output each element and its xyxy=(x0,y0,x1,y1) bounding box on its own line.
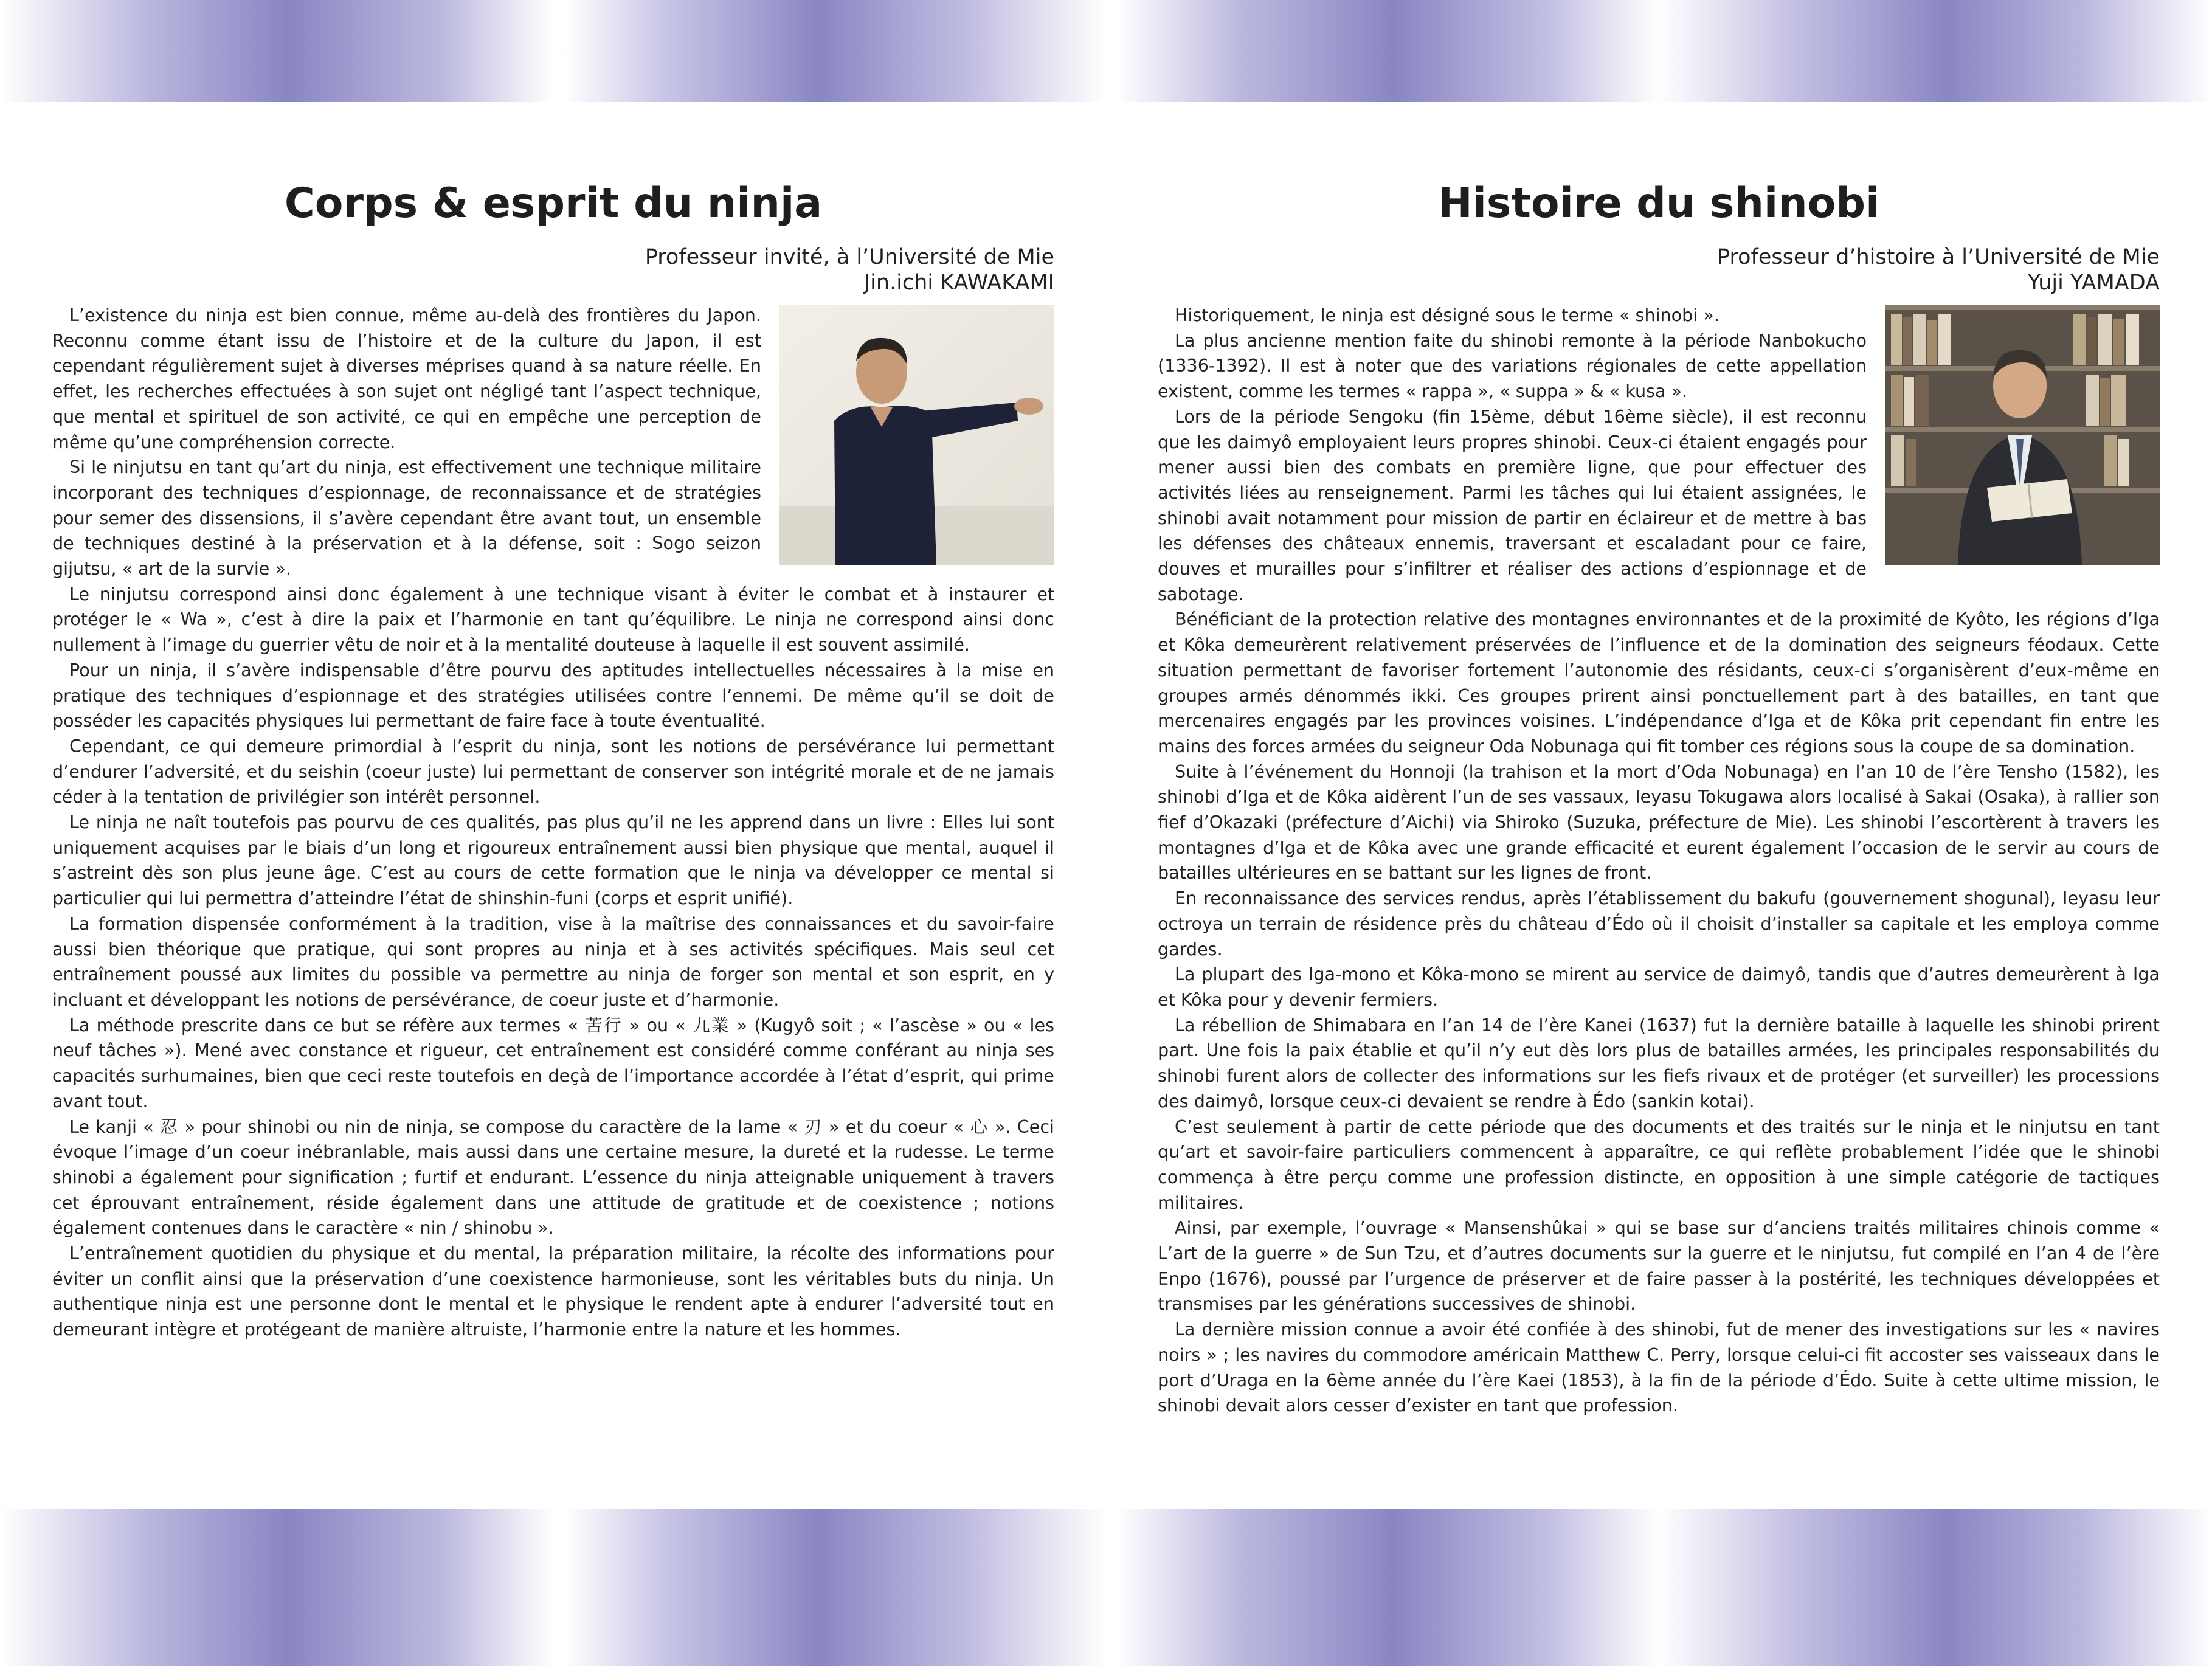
right-author-name: Yuji YAMADA xyxy=(2027,271,2160,295)
right-article-title: Histoire du shinobi xyxy=(1437,179,1880,227)
right-paragraph-3: Lors de la période Sengoku (fin 15ème, début 16ème siècle), il est reconnu que les daimyô employaient leurs propres shinobi. Ceux-ci étaient engagés pour mener aussi bien des combats en première ligne, que pour effectuer des activités liées au renseignement. Parmi les tâches qui lui étaient assignées, le shinobi avait notamment pour mission de partir en éclaireur et de mettre à bas les défenses des châteaux ennemis, traversant et escaladant pour ce faire, douves et murailles pour s’infiltrer et réaliser des actions d’espionnage et de sabotage. xyxy=(1158,406,1867,604)
footer-gradient-band xyxy=(0,1509,2212,1666)
left-paragraph-2: Si le ninjutsu en tant qu’art du ninja, est effectivement une technique militaire incorporant des techniques d’espionnage, de reconnaissance et de stratégies pour semer des dissensions, il s’avère cependant être avant tout, un ensemble de techniques destiné à la préservation et à la défense, soit : Sogo seizon gijutsu, « art de la survie ». xyxy=(52,457,761,579)
right-paragraph-6: En reconnaissance des services rendus, après l’établissement du bakufu (gouvernement shogunal), Ieyasu leur octroya un terrain de résidence près du château d’Édo où il choisit d’installer sa capitale et les employa comme gardes. xyxy=(1158,888,2160,959)
left-paragraph-5: Cependant, ce qui demeure primordial à l’esprit du ninja, sont les notions de persévérance lui permettant d’endurer l’adversité, et du seishin (coeur juste) lui permettant de conserver son intégrité morale et de ne jamais céder à la tentation de privilégier son intérêt personnel. xyxy=(52,735,1054,807)
article-left xyxy=(52,176,1054,1343)
photo-man-pointing xyxy=(779,305,1054,565)
photo-man-with-book xyxy=(1885,305,2160,565)
left-paragraph-1: L’existence du ninja est bien connue, même au-delà des frontières du Japon. Reconnu comme étant issu de l’histoire et de la culture du Japon, il est cependant régulièrement sujet à diverses méprises quand à sa nature réelle. En effet, les recherches effectuées à son sujet ont négligé tant l’aspect technique, que mental et spirituel de son activité, ce qui en empêche une perception de même qu’une compréhension correcte. xyxy=(52,305,761,452)
left-article-body xyxy=(52,303,1054,1343)
left-paragraph-4: Pour un ninja, il s’avère indispensable d’être pourvu des aptitudes intellectuelles nécessaires à la mise en pratique des techniques d’espionnage et des stratégies utilisées contre l’ennemi. De même qu’il se doit de posséder les capacités physiques lui permettant de faire face à toute éventualité. xyxy=(52,659,1054,731)
right-author-role: Professeur d’histoire à l’Université de Mie xyxy=(1717,245,2160,269)
photo-kawakami xyxy=(779,305,1054,565)
right-paragraph-9: C’est seulement à partir de cette période que des documents et des traités sur le ninja et le ninjutsu en tant qu’art et savoir-faire particuliers commencent à apparaître, ce qui reflète probablement l’idée que le shinobi commença à être perçu comme une profession distincte, en opposition à une simple catégorie de tactiques militaires. xyxy=(1158,1116,2160,1213)
left-paragraph-9: Le kanji « 忍 » pour shinobi ou nin de ninja, se compose du caractère de la lame « 刃 » et du coeur « 心 ». Ceci évoque l’image d’un coeur inébranlable, mais aussi dans une certaine mesure, la dureté et la rudesse. Le terme shinobi a également pour signification ; furtif et endurant. L’essence du ninja atteignable uniquement à travers cet éprouvant entraînement, réside également dans une attitude de gratitude et de coexistence ; notions également contenues dans le caractère « nin / shinobu ». xyxy=(52,1116,1054,1239)
left-paragraph-6: Le ninja ne naît toutefois pas pourvu de ces qualités, pas plus qu’il ne les apprend dans un livre : Elles lui sont uniquement acquises par le biais d’un long et rigoureux entraînement aussi bien physique que mental, auquel il s’astreint dès son plus jeune âge. C’est au cours de cette formation que le ninja va développer ce mental si particulier qui lui permettra d’atteindre l’état de shinshin-funi (corps et esprit unifié). xyxy=(52,812,1054,909)
header-gradient-band xyxy=(0,0,2212,102)
right-paragraph-7: La plupart des Iga-mono et Kôka-mono se mirent au service de daimyô, tandis que d’autres demeurèrent à Iga et Kôka pour y devenir fermiers. xyxy=(1158,964,2160,1010)
right-paragraph-10: Ainsi, par exemple, l’ouvrage « Mansenshûkai » qui se base sur d’anciens traités militaires chinois comme « L’art de la guerre » de Sun Tzu, et d’autres documents sur la guerre et le ninjutsu, fut compilé en l’an 4 de l’ère Enpo (1676), poussé par l’urgence de préserver et de faire passer à la postérité, les techniques développées et transmises par les générations successives de shinobi. xyxy=(1158,1217,2160,1315)
article-right xyxy=(1158,176,2160,1419)
right-paragraph-4: Bénéficiant de la protection relative des montagnes environnantes et de la proximité de Kyôto, les régions d’Iga et Kôka demeurèrent relativement préservées de l’influence et de la domination des seigneurs féodaux. Cette situation permettant de favoriser fortement l’autonomie des résidants, ceux-ci s’organisèrent d’eux-même en groupes armés dénommés ikki. Ces groupes prirent ainsi ponctuellement part à des batailles, en tant que mercenaires engagés par les provinces voisines. L’indépendance d’Iga et de Kôka prit cependant fin entre les mains des forces armées du seigneur Oda Nobunaga qui fit tomber ces régions sous la coupe de sa domination. xyxy=(1158,609,2160,756)
right-paragraph-11: La dernière mission connue a avoir été confiée à des shinobi, fut de mener des investigations sur les « navires noirs » ; les navires du commodore américain Matthew C. Perry, lorsque celui-ci fit accoster ses vaisseaux dans le port d’Uraga en la 6ème année du l’ère Kaei (1853), à la fin de la période d’Édo. Suite à cette ultime mission, le shinobi devait alors cesser d’exister en tant que profession. xyxy=(1158,1319,2160,1416)
left-author-role: Professeur invité, à l’Université de Mie xyxy=(645,245,1054,269)
left-paragraph-10: L’entraînement quotidien du physique et du mental, la préparation militaire, la récolte des informations pour éviter un conflit ainsi que la préservation d’une coexistence harmonieuse, sont les véritables buts du ninja. Un authentique ninja est une personne dont le mental et le physique le rendent apte à endurer l’adversité tout en demeurant intègre et protégeant de manière altruiste, l’harmonie entre la nature et les hommes. xyxy=(52,1243,1054,1340)
left-author-name: Jin.ichi KAWAKAMI xyxy=(863,271,1054,295)
right-author-byline xyxy=(1158,244,2160,296)
photo-yamada xyxy=(1885,305,2160,565)
right-paragraph-5: Suite à l’événement du Honnoji (la trahison et la mort d’Oda Nobunaga) en l’an 10 de l’ère Tensho (1582), les shinobi d’Iga et de Kôka aidèrent l’un de ses vassaux, Ieyasu Tokugawa alors localisé à Sakai (Osaka), à rallier son fief d’Okazaki (préfecture d’Aichi) via Shiroko (Suzuka, préfecture de Mie). Les shinobi l’escortèrent à travers les montagnes d’Iga et de Kôka avec une grande efficacité et eurent également l’occasion de le servir au cours de batailles ultérieures en se battant sur les lignes de front. xyxy=(1158,761,2160,883)
left-author-byline xyxy=(52,244,1054,296)
left-article-title: Corps & esprit du ninja xyxy=(284,179,823,227)
left-paragraph-7: La formation dispensée conformément à la tradition, vise à la maîtrise des connaissances et du savoir-faire aussi bien théorique que pratique, qui sont propres au ninja et à ses activités spécifiques. Mais seul cet entraînement poussé aux limites du possible va permettre au ninja de forger son mental et son esprit, en y incluant et développant les notions de persévérance, de coeur juste et d’harmonie. xyxy=(52,913,1054,1010)
right-paragraph-8: La rébellion de Shimabara en l’an 14 de l’ère Kanei (1637) fut la dernière bataille à laquelle les shinobi prirent part. Une fois la paix établie et qu’il n’y eut dès lors plus de batailles armées, les principales responsabilités du shinobi furent alors de collecter des informations sur les fiefs rivaux et de protéger (et surveiller) les processions des daimyô, lorsque ceux-ci devaient se rendre à Édo (sankin kotai). xyxy=(1158,1014,2160,1111)
left-paragraph-3: Le ninjutsu correspond ainsi donc également à une technique visant à éviter le combat et à instaurer et protéger le « Wa », c’est à dire la paix et l’harmonie en tant qu’équilibre. Le ninja ne correspond ainsi donc nullement à l’image du guerrier vêtu de noir et à la mentalité douteuse à laquelle il est souvent assimilé. xyxy=(52,583,1054,655)
left-paragraph-8: La méthode prescrite dans ce but se réfère aux termes « 苦行 » ou « 九業 » (Kugyô soit ; « l’ascèse » ou « les neuf tâches »). Mené avec constance et rigueur, cet entraînement est considéré comme conférant au ninja ses capacités surhumaines, bien que ceci reste toutefois en deçà de l’importance accordée à l’état d’esprit, qui prime avant tout. xyxy=(52,1014,1054,1111)
right-paragraph-1: Historiquement, le ninja est désigné sous le terme « shinobi ». xyxy=(1175,305,1719,325)
right-article-body xyxy=(1158,303,2160,1419)
right-paragraph-2: La plus ancienne mention faite du shinobi remonte à la période Nanbokucho (1336-1392). Il est à noter que des variations régionales de cette appellation existent, comme les termes « rappa », « suppa » & « kusa ». xyxy=(1158,330,1867,402)
